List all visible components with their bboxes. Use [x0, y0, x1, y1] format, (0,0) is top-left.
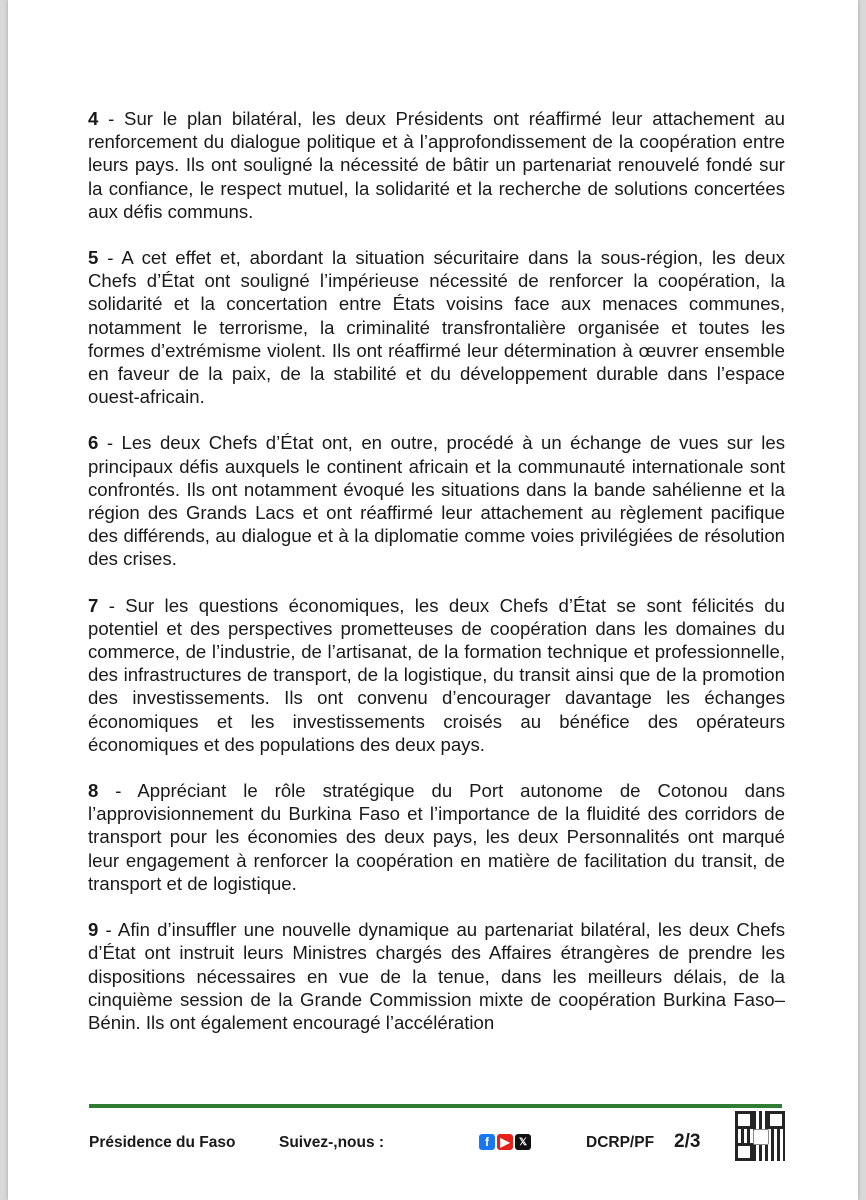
paragraph-6	[88, 431, 785, 570]
facebook-icon[interactable]: f	[479, 1134, 495, 1150]
paragraph-number: 7	[88, 594, 99, 616]
footer-code: DCRP/PF	[586, 1134, 655, 1151]
youtube-icon[interactable]: ▶	[497, 1134, 513, 1150]
paragraph-number: 6	[88, 432, 99, 454]
paragraph-text: - Les deux Chefs d’État ont, en outre, procédé à un échange de vues sur les principaux défis auxquels le continent africain et la communauté internationale sont confrontés. Ils ont notamment évoqué les situations dans la bande sahélienne et la région des Grands Lacs et ont réaffirmé leur attachement au règlement pacifique des différends, au dialogue et à la diplomatie comme voies privilégiées de résolution des crises.	[88, 432, 785, 570]
paragraph-text: - Sur le plan bilatéral, les deux Présidents ont réaffirmé leur attachement au renforcement du dialogue politique et à l’approfondissement de la coopération entre leurs pays. Ils ont souligné la nécessité de bâtir un partenariat renouvelé fondé sur la confiance, le respect mutuel, la solidarité et la recherche de solutions concertées aux défis communs.	[88, 108, 785, 222]
social-links	[479, 1134, 531, 1150]
paragraph-number: 8	[88, 780, 99, 802]
qr-corner	[735, 1143, 753, 1161]
paragraph-text: - Afin d’insuffler une nouvelle dynamique au partenariat bilatéral, les deux Chefs d’État ont instruit leurs Ministres chargés des Affaires étrangères de prendre les dispositions nécessaires en vue de la tenue, dans les meilleurs délais, de la cinquième session de la Grande Commission mixte de coopération Burkina Faso–Bénin. Ils ont également encouragé l’accélération	[88, 919, 785, 1033]
paragraph-8	[88, 779, 785, 895]
paragraph-number: 9	[88, 919, 99, 941]
footer-divider	[89, 1104, 782, 1108]
paragraph-9	[88, 918, 785, 1034]
paragraph-text: - A cet effet et, abordant la situation sécuritaire dans la sous-région, les deux Chefs d’État ont souligné l’impérieuse nécessité de renforcer la coopération, la solidarité et la concertation entre États voisins face aux menaces communes, notamment le terrorisme, la criminalité transfrontalière organisée et toutes les formes d’extrémisme violent. Ils ont réaffirmé leur détermination à œuvrer ensemble en faveur de la paix, de la stabilité et du développement durable dans l’espace ouest-africain.	[88, 247, 785, 408]
paragraph-5	[88, 246, 785, 408]
document-page	[8, 0, 858, 1200]
paragraph-text: - Appréciant le rôle stratégique du Port autonome de Cotonou dans l’approvisionnement du Burkina Faso et l’importance de la fluidité des corridors de transport pour les économies des deux pays, les deux Personnalités ont marqué leur engagement à renforcer la coopération en matière de facilitation du transit, de transport et de logistique.	[88, 780, 785, 894]
page-number: 2/3	[674, 1131, 701, 1152]
coat-of-arms-icon	[753, 1129, 769, 1145]
paragraph-number: 4	[88, 108, 99, 129]
paragraph-7	[88, 594, 785, 756]
page-footer	[89, 1131, 782, 1159]
paragraph-number: 5	[88, 247, 99, 269]
qr-code-icon	[735, 1111, 785, 1161]
document-body	[88, 107, 785, 1057]
footer-organization: Présidence du Faso	[89, 1134, 236, 1151]
paragraph-4	[88, 107, 785, 223]
x-icon[interactable]: 𝕏	[515, 1134, 531, 1150]
paragraph-text: - Sur les questions économiques, les deux Chefs d’État se sont félicités du potentiel et des perspectives prometteuses de coopération dans les domaines du commerce, de l’industrie, de l’artisanat, de la formation technique et professionnelle, des infrastructures de transport, de la logistique, du transit ainsi que de la promotion des investissements. Ils ont convenu d’encourager davantage les échanges économiques et les investissements croisés au bénéfice des opérateurs économiques et des populations des deux pays.	[88, 594, 785, 755]
footer-follow-label: Suivez-,nous :	[279, 1134, 385, 1151]
